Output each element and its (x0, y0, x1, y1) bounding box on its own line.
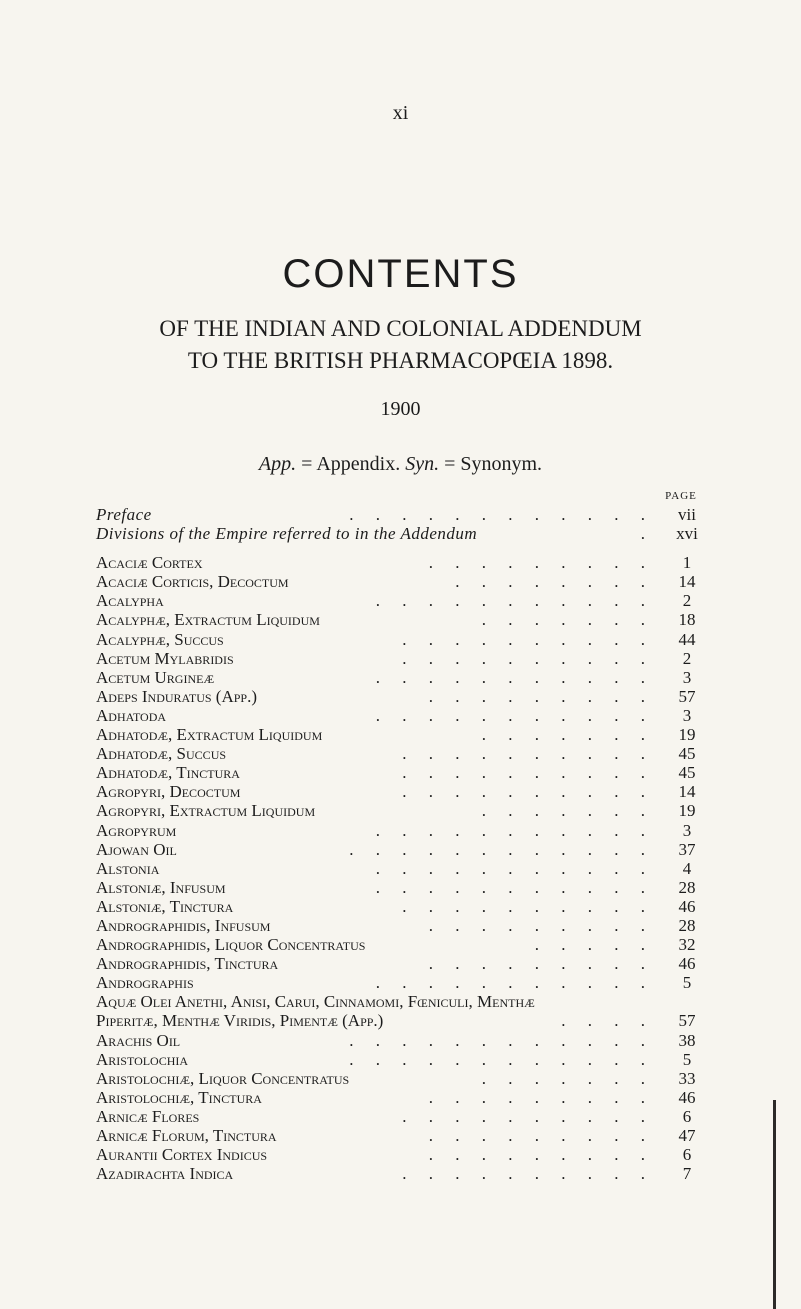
entry-page-number: 45 (678, 763, 696, 783)
entry-label: Acaciæ Cortex (96, 553, 203, 573)
dot-leader: . . . . . . . . . . . (375, 591, 654, 611)
toc-entry[interactable] (96, 725, 716, 744)
entry-label: Adhatodæ, Extractum Liquidum (96, 725, 323, 745)
toc-entry[interactable] (96, 591, 716, 610)
dot-leader: . . . . . . . . . (428, 954, 654, 974)
entry-label: Andrographidis, Liquor Concentratus (96, 935, 366, 955)
toc-entry[interactable] (96, 1145, 716, 1164)
toc-entry[interactable] (96, 687, 716, 706)
entry-label: Arachis Oil (96, 1030, 181, 1050)
entry-page-number: 28 (678, 877, 696, 897)
toc-entry[interactable] (96, 1164, 716, 1183)
dot-leader: . . . . . . . . . . . (375, 705, 654, 725)
toc-entry[interactable] (96, 630, 716, 649)
dot-leader: . . . . . . . (481, 610, 654, 630)
app-abbreviation: App. (258, 453, 297, 475)
entry-label: Agropyri, Extractum Liquidum (96, 801, 316, 821)
toc-entry[interactable] (96, 897, 716, 916)
dot-leader: . . . . . . . . . . (402, 782, 654, 802)
page-title: CONTENTS (282, 252, 519, 296)
toc-entry[interactable] (96, 649, 716, 668)
dot-leader: . . . . . . . (481, 1068, 654, 1088)
toc-entry[interactable] (96, 505, 716, 524)
entry-page-number: vii (678, 505, 696, 524)
entry-label: Aristolochiæ, Tinctura (96, 1087, 262, 1107)
entry-label: Alstoniæ, Tinctura (96, 896, 234, 916)
entry-label: Preface (96, 505, 152, 524)
page-number: xi (392, 102, 409, 124)
entry-label: Adhatoda (96, 705, 167, 725)
toc-entry[interactable] (96, 801, 716, 820)
dot-leader: . . . . . . . . . . . (375, 667, 654, 687)
dot-leader: . . . . . . . . (455, 572, 654, 592)
entry-page-number: 57 (678, 1011, 696, 1031)
entry-label: Agropyri, Decoctum (96, 782, 241, 802)
entry-label: Andrographidis, Tinctura (96, 954, 279, 974)
entry-page-number: 32 (678, 935, 696, 955)
dot-leader: . (640, 524, 654, 544)
toc-entry[interactable] (96, 1050, 716, 1069)
toc-entry[interactable] (96, 610, 716, 629)
entry-page-number: 37 (678, 839, 696, 859)
entry-label: Acalyphæ, Succus (96, 629, 224, 649)
dot-leader: . . . . . . . . . . (402, 744, 654, 764)
entry-label: Acalyphæ, Extractum Liquidum (96, 610, 320, 630)
subtitle-line-1: OF THE INDIAN AND COLONIAL ADDENDUM (159, 316, 642, 341)
toc-entry[interactable] (96, 935, 716, 954)
entry-page-number: xvi (676, 524, 698, 544)
entry-label: Aristolochiæ, Liquor Concentratus (96, 1068, 350, 1088)
toc-entry[interactable] (96, 916, 716, 935)
toc-entry[interactable] (96, 744, 716, 763)
entry-page-number: 3 (682, 667, 692, 687)
entry-label: Piperitæ, Menthæ Viridis, Pimentæ (App.) (96, 1011, 384, 1031)
entry-label: Agropyrum (96, 820, 177, 840)
toc-entry[interactable] (96, 859, 716, 878)
app-meaning: = Appendix. (296, 453, 406, 475)
publication-year: 1900 (380, 398, 421, 420)
entry-page-number: 46 (678, 954, 696, 974)
entry-page-number: 19 (678, 801, 696, 821)
entry-label: Adhatodæ, Tinctura (96, 763, 240, 783)
entry-page-number: 6 (682, 1106, 692, 1126)
dot-leader: . . . . . . . . . (428, 915, 654, 935)
entry-page-number: 38 (678, 1030, 696, 1050)
entry-label: Adeps Induratus (App.) (96, 686, 257, 706)
page-column-header: PAGE (665, 490, 697, 502)
dot-leader: . . . . . . . . . . . (375, 820, 654, 840)
entry-page-number: 1 (682, 553, 692, 573)
dot-leader: . . . . . . . . . . (402, 629, 654, 649)
contents-list (96, 505, 716, 1183)
dot-leader: . . . . . . . . . . (402, 1106, 654, 1126)
entry-label: Acalypha (96, 591, 164, 611)
entry-label: Ajowan Oil (96, 839, 177, 859)
toc-entry[interactable] (96, 763, 716, 782)
entry-page-number: 46 (678, 896, 696, 916)
entry-label: Acetum Mylabridis (96, 648, 234, 668)
dot-leader: . . . . . . . . . (428, 1126, 654, 1145)
entry-label: Azadirachta Indica (96, 1164, 234, 1184)
toc-entry[interactable] (96, 878, 716, 897)
dot-leader: . . . . . . . . . . . . (349, 1049, 654, 1069)
dot-leader: . . . . . . . . . (428, 553, 654, 573)
toc-entry[interactable] (96, 1031, 716, 1050)
dot-leader: . . . . . . . . . . . . (349, 505, 654, 524)
dot-leader: . . . . . . . . . . . (375, 877, 654, 897)
entry-page-number: 3 (682, 705, 692, 725)
entry-page-number: 18 (678, 610, 696, 630)
entry-page-number: 5 (682, 973, 692, 993)
entry-page-number: 14 (678, 572, 696, 592)
toc-entry[interactable] (96, 706, 716, 725)
entry-page-number: 2 (682, 591, 692, 611)
dot-leader: . . . . (561, 1011, 654, 1031)
entry-page-number: 6 (682, 1145, 692, 1165)
entry-label: Adhatodæ, Succus (96, 744, 227, 764)
dot-leader: . . . . . . . . . (428, 686, 654, 706)
entry-label: Divisions of the Empire referred to in the Addendum (96, 524, 478, 544)
entry-label: Arnicæ Florum, Tinctura (96, 1126, 277, 1145)
dot-leader: . . . . . . . . . (428, 1145, 654, 1165)
entry-label: Andrographis (96, 973, 194, 993)
entry-page-number: 57 (678, 686, 696, 706)
entry-page-number: 47 (678, 1126, 696, 1145)
entry-page-number: 46 (678, 1087, 696, 1107)
entry-page-number: 44 (678, 629, 696, 649)
toc-entry[interactable] (96, 1069, 716, 1088)
dot-leader: . . . . . (534, 935, 654, 955)
dot-leader: . . . . . . . (481, 801, 654, 821)
entry-label: Acaciæ Corticis, Decoctum (96, 572, 289, 592)
dot-leader: . . . . . . . . . . . . (349, 839, 654, 859)
entry-label: Andrographidis, Infusum (96, 915, 271, 935)
dot-leader: . . . . . . . . . . . . (349, 1030, 654, 1050)
entry-label: Aurantii Cortex Indicus (96, 1145, 268, 1165)
entry-label: Aquæ Olei Anethi, Anisi, Carui, Cinnamomi, Fœniculi, Menthæ (96, 992, 535, 1012)
toc-entry[interactable] (96, 782, 716, 801)
dot-leader: . . . . . . . . . . (402, 896, 654, 916)
entry-label: Alstonia (96, 858, 160, 878)
toc-entry[interactable] (96, 840, 716, 859)
dot-leader: . . . . . . . (481, 725, 654, 745)
toc-entry[interactable] (96, 572, 716, 591)
entry-label: Arnicæ Flores (96, 1106, 200, 1126)
entry-label: Alstoniæ, Infusum (96, 877, 226, 897)
dot-leader: . . . . . . . . . . (402, 648, 654, 668)
syn-meaning: = Synonym. (439, 453, 543, 475)
entry-page-number: 14 (678, 782, 696, 802)
dot-leader: . . . . . . . . . . . (375, 973, 654, 993)
entry-page-number: 2 (682, 648, 692, 668)
entry-page-number: 5 (682, 1049, 692, 1069)
toc-entry[interactable] (96, 954, 716, 973)
entry-page-number: 33 (678, 1068, 696, 1088)
entry-page-number: 19 (678, 725, 696, 745)
toc-entry[interactable] (96, 668, 716, 687)
toc-entry[interactable] (96, 1011, 716, 1030)
toc-entry[interactable] (96, 524, 716, 543)
entry-page-number: 28 (678, 915, 696, 935)
toc-entry[interactable] (96, 1126, 716, 1145)
abbreviation-legend (0, 453, 801, 476)
dot-leader: . . . . . . . . . . (402, 1164, 654, 1184)
subtitle-line-2: TO THE BRITISH PHARMACOPŒIA 1898. (187, 348, 614, 373)
syn-abbreviation: Syn. (405, 453, 440, 475)
entry-page-number: 3 (682, 820, 692, 840)
toc-entry[interactable] (96, 973, 716, 992)
entry-page-number: 45 (678, 744, 696, 764)
entry-label: Acetum Urgineæ (96, 667, 215, 687)
toc-entry[interactable] (96, 821, 716, 840)
entry-label: Aristolochia (96, 1049, 189, 1069)
dot-leader: . . . . . . . . . (428, 1087, 654, 1107)
margin-rule (773, 1100, 776, 1309)
toc-entry[interactable] (96, 992, 716, 1011)
toc-entry[interactable] (96, 553, 716, 572)
dot-leader: . . . . . . . . . . . (375, 858, 654, 878)
entry-page-number: 4 (682, 858, 692, 878)
toc-entry[interactable] (96, 1088, 716, 1107)
dot-leader: . . . . . . . . . . (402, 763, 654, 783)
entry-page-number: 7 (682, 1164, 692, 1184)
toc-entry[interactable] (96, 1107, 716, 1126)
